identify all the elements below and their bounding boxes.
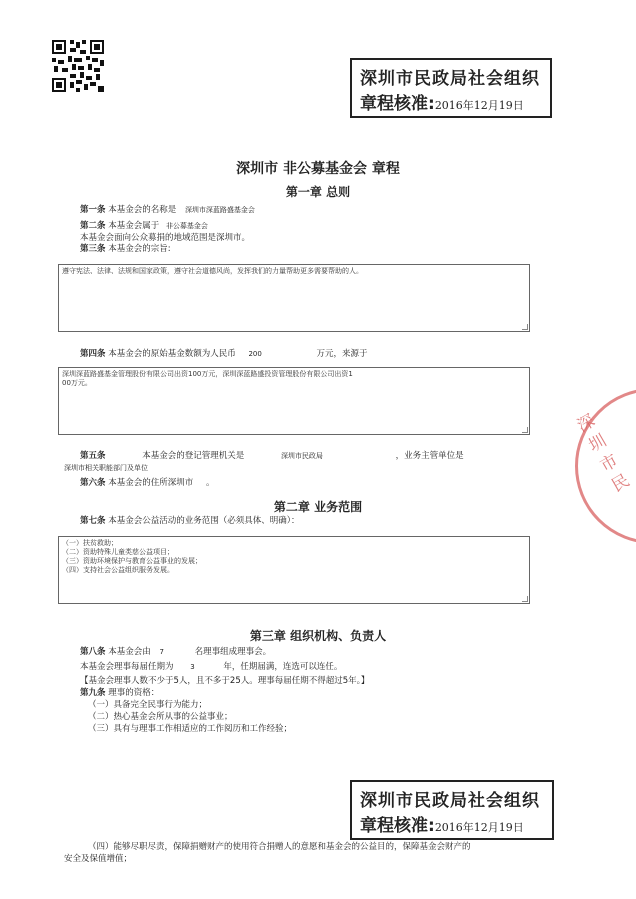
- qualification-item: （二）热心基金会所从事的公益事业；: [88, 712, 233, 722]
- business-scope-list: [59, 537, 529, 577]
- stamp-approval-label: 章程核准:: [360, 94, 435, 114]
- registration-authority-field[interactable]: 深圳市民政局: [280, 452, 323, 460]
- qr-code: [52, 40, 104, 92]
- article-2-text: 本基金会属于: [108, 221, 160, 231]
- article-6-end: 。: [205, 478, 215, 488]
- article-7-text: 本基金会公益活动的业务范围（必须具体、明确）：: [108, 516, 300, 526]
- stamp-org-name: 深圳市民政局社会组织: [360, 69, 540, 89]
- chapter-1-heading: 第一章 总则: [285, 185, 351, 199]
- document-title: 深圳市 非公募基金会 章程: [236, 161, 400, 177]
- term-text2: 年，任期届满，连选可以连任。: [223, 662, 343, 672]
- article-1-text: 本基金会的名称是: [108, 205, 177, 215]
- qualification-item-4-cont: 安全及保值增值；: [64, 854, 133, 864]
- article-3: [80, 242, 171, 254]
- term-line: [80, 660, 342, 672]
- article-8-text2: 名理事组成理事会。: [194, 647, 272, 657]
- article-8-label: 第八条: [80, 647, 106, 657]
- stamp-date: 2016年12月19日: [434, 99, 524, 112]
- supervisor-unit-field[interactable]: 深圳市相关职能部门及单位: [64, 464, 148, 472]
- foundation-name-field[interactable]: 深圳市深蓝路盛基金会: [184, 206, 255, 214]
- scope-item: （一）扶贫救助；: [62, 539, 118, 547]
- article-6-text: 本基金会的住所深圳市: [108, 478, 194, 488]
- article-2: [80, 219, 208, 231]
- director-note: 【基金会理事人数不少于5人，且不多于25人。理事每届任期不得超过5年。】: [80, 676, 370, 686]
- approval-stamp-top: [350, 58, 552, 118]
- article-4-label: 第四条: [80, 349, 106, 359]
- stamp-org-name: 深圳市民政局社会组织: [360, 791, 540, 811]
- chapter-3-heading: 第三章 组织机构、负责人: [249, 629, 387, 643]
- term-years-field[interactable]: 3: [190, 663, 195, 671]
- scope-item: （四）支持社会公益组织服务发展。: [62, 566, 174, 574]
- term-text: 本基金会理事每届任期为: [80, 662, 174, 672]
- article-7: [80, 514, 299, 526]
- chapter-2-heading: 第二章 业务范围: [273, 500, 363, 514]
- article-4-text: 本基金会的原始基金数额为人民币: [108, 349, 236, 359]
- qualification-item: （一）具备完全民事行为能力；: [88, 700, 208, 710]
- article-4-unit: 万元，来源于: [316, 349, 368, 359]
- article-2-label: 第二条: [80, 221, 106, 231]
- fund-source-textarea[interactable]: [58, 367, 530, 435]
- article-9-text: 理事的资格：: [108, 688, 160, 698]
- resize-handle[interactable]: [522, 596, 528, 602]
- article-8: [80, 645, 271, 657]
- fund-source-text: 深圳深蓝路盛基金管理股份有限公司出资100万元，深圳深蓝路盛投资管理股份有限公司出资1 00万元。: [62, 370, 353, 387]
- article-5-text: 本基金会的登记管理机关是: [142, 451, 245, 461]
- resize-handle[interactable]: [522, 324, 528, 330]
- stamp-approval-label: 章程核准:: [360, 816, 435, 836]
- approval-stamp-bottom: [350, 780, 554, 840]
- foundation-type-field[interactable]: 非公募基金会: [165, 222, 208, 230]
- business-scope-textarea[interactable]: [58, 536, 530, 604]
- article-4: [80, 347, 368, 359]
- article-6-label: 第六条: [80, 478, 106, 488]
- qualification-item-4: （四）能够尽职尽责，保障捐赠财产的使用符合捐赠人的意愿和基金会的公益目的，保障基金会财产的: [88, 842, 471, 852]
- article-1: [80, 203, 255, 215]
- red-seal-text: 深圳市民: [570, 411, 634, 502]
- article-3-label: 第三条: [80, 244, 106, 254]
- qualification-item: （三）具有与理事工作相适应的工作阅历和工作经验；: [88, 724, 293, 734]
- article-9: [80, 686, 159, 698]
- director-count-field[interactable]: 7: [159, 648, 164, 656]
- article-5: [80, 449, 464, 461]
- article-2-extra: 本基金会面向公众募捐的地域范围是深圳市。: [80, 233, 251, 243]
- scope-item: （三）资助环境保护与教育公益事业的发展；: [62, 557, 202, 565]
- article-1-label: 第一条: [80, 205, 106, 215]
- article-8-text: 本基金会由: [108, 647, 151, 657]
- original-fund-amount-field[interactable]: 200: [248, 350, 262, 358]
- scope-item: （二）资助特殊儿童类慈公益项目；: [62, 548, 174, 556]
- stamp-date: 2016年12月19日: [434, 821, 524, 834]
- purpose-textarea[interactable]: [58, 264, 530, 332]
- article-9-label: 第九条: [80, 688, 106, 698]
- resize-handle[interactable]: [522, 427, 528, 433]
- article-5-text2: ，业务主管单位是: [395, 451, 464, 461]
- article-5-label: 第五条: [80, 451, 106, 461]
- purpose-text: 遵守宪法、法律、法规和国家政策，遵守社会道德风尚，发挥我们的力量帮助更多需要帮助的人。: [62, 267, 363, 275]
- article-3-text: 本基金会的宗旨:: [108, 244, 171, 254]
- article-6: [80, 476, 214, 488]
- article-7-label: 第七条: [80, 516, 106, 526]
